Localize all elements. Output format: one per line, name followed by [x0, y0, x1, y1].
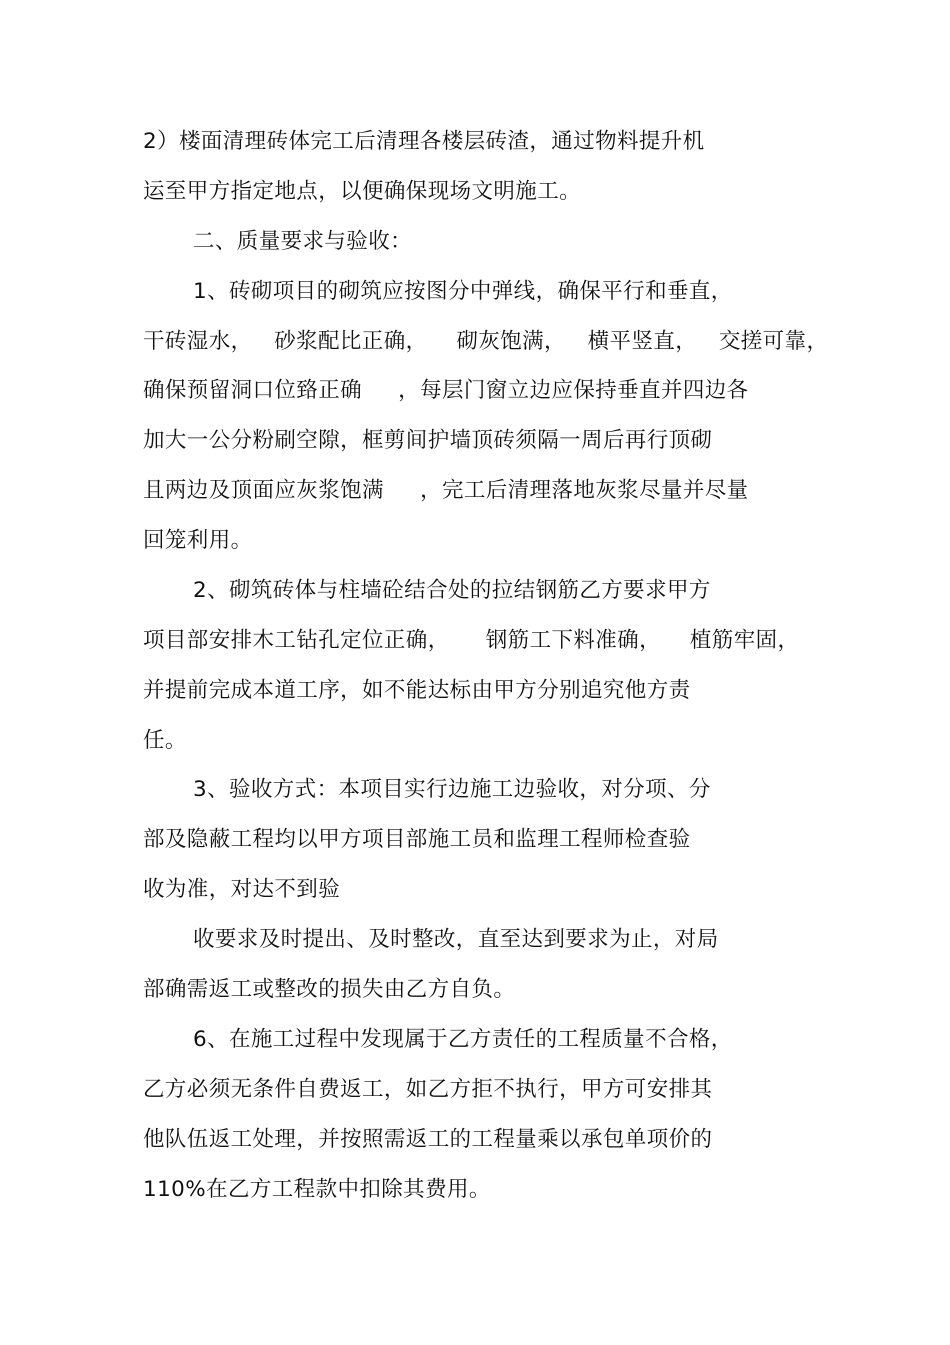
- text-line: 项目部安排木工钻孔定位正确， 钢筋工下料准确， 植筋牢固，: [143, 628, 800, 653]
- text-line: 部及隐蔽工程均以甲方项目部施工员和监理工程师检查验: [143, 827, 691, 852]
- text-line: 收要求及时提出、及时整改，直至达到要求为止，对局: [193, 927, 719, 952]
- text-line: 他队伍返工处理，并按照需返工的工程量乘以承包单项价的: [143, 1127, 713, 1152]
- text-line: 6、在施工过程中发现属于乙方责任的工程质量不合格，: [193, 1027, 733, 1052]
- section-heading: 二、质量要求与验收：: [193, 229, 413, 254]
- text-line: 2、砌筑砖体与柱墙砼结合处的拉结钢筋乙方要求甲方: [193, 578, 711, 603]
- text-line: 3、验收方式：本项目实行边施工边验收，对分项、分: [193, 777, 711, 802]
- text-line: 乙方必须无条件自费返工，如乙方拒不执行，甲方可安排其: [143, 1077, 713, 1102]
- text-line: 任。: [143, 728, 187, 753]
- text-line: 加大一公分粉刷空隙，框剪间护墙顶砖须隔一周后再行顶砌: [143, 428, 713, 453]
- text-line: 且两边及顶面应灰浆饱满 ，完工后清理落地灰浆尽量并尽量: [143, 478, 749, 503]
- text-line: 部确需返工或整改的损失由乙方自负。: [143, 977, 516, 1002]
- text-line: 运至甲方指定地点，以便确保现场文明施工。: [143, 179, 582, 204]
- text-line: 1、砖砌项目的砌筑应按图分中弹线，确保平行和垂直，: [193, 279, 733, 304]
- text-line: 并提前完成本道工序，如不能达标由甲方分别追究他方责: [143, 678, 691, 703]
- text-line: 确保预留洞口位臵正确 ，每层门窗立边应保持垂直并四边各: [143, 378, 749, 403]
- text-line: 干砖湿水， 砂浆配比正确， 砌灰饱满， 横平竖直， 交搓可靠，: [143, 329, 829, 354]
- text-line: 110%在乙方工程款中扣除其费用。: [143, 1177, 491, 1202]
- text-line: 收为准，对达不到验: [143, 877, 341, 902]
- text-line: 2）楼面清理砖体完工后清理各楼层砖渣，通过物料提升机: [143, 129, 705, 154]
- text-line: 回笼利用。: [143, 528, 253, 553]
